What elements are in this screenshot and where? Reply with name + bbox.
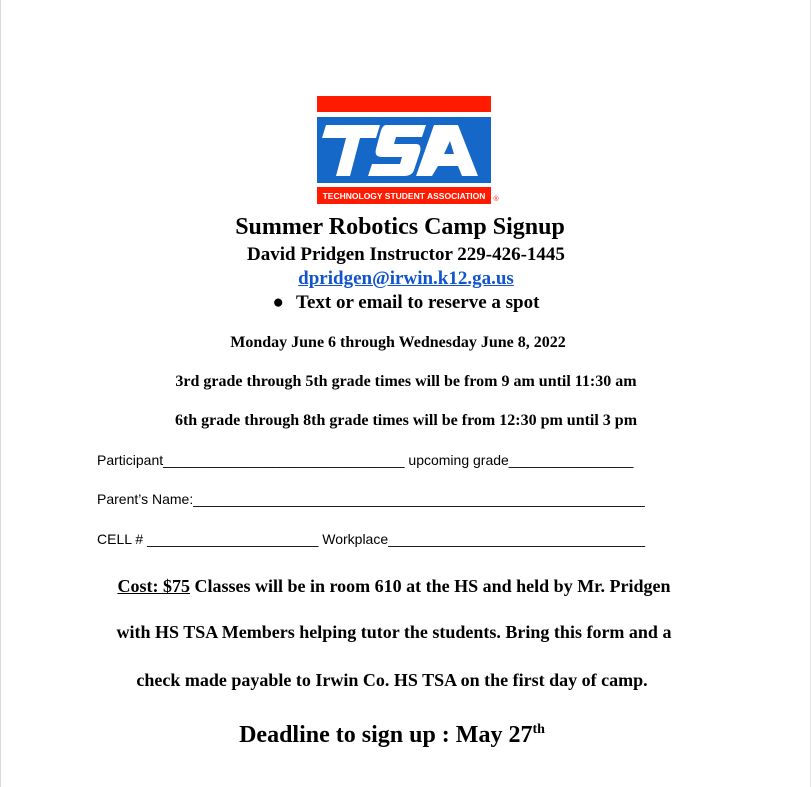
- logo-subtitle: TECHNOLOGY STUDENT ASSOCIATION: [322, 191, 486, 201]
- cost-line: [0, 576, 800, 597]
- participant-field-line: Participant_______________________________ upcoming grade________________: [97, 452, 634, 468]
- deadline-line: [0, 722, 798, 749]
- logo-registered-mark: ®: [493, 196, 499, 203]
- page-right-border: [810, 0, 811, 787]
- times-grades-6-8: 6th grade through 8th grade times will be from 12:30 pm until 3 pm: [174, 412, 638, 429]
- bullet-icon: ●: [272, 292, 285, 313]
- page-title: Summer Robotics Camp Signup: [235, 214, 565, 240]
- reserve-bullet-line: [0, 292, 812, 314]
- parent-name-field-line: Parent’s Name:__________________________________________________________: [97, 491, 645, 507]
- cell-workplace-field-line: CELL # ______________________ Workplace_________________________________: [97, 531, 646, 547]
- reserve-text: Text or email to reserve a spot: [296, 292, 540, 313]
- email-link[interactable]: dpridgen@irwin.k12.ga.us: [298, 268, 514, 289]
- deadline-suffix: th: [532, 722, 545, 737]
- camp-dates: Monday June 6 through Wednesday June 8, 2022: [230, 334, 566, 351]
- page-left-border: [0, 0, 1, 787]
- info-line-2: with HS TSA Members helping tutor the students. Bring this form and a: [116, 622, 672, 642]
- info-line-3: check made payable to Irwin Co. HS TSA on the first day of camp.: [136, 670, 648, 690]
- cost-text: Classes will be in room 610 at the HS and held by Mr. Pridgen: [189, 576, 671, 596]
- deadline-text: Deadline to sign up : May 27: [239, 722, 533, 748]
- cost-label: Cost: $75: [117, 576, 190, 596]
- instructor-line: David Pridgen Instructor 229-426-1445: [247, 244, 565, 265]
- tsa-logo: [316, 96, 502, 208]
- times-grades-3-5: 3rd grade through 5th grade times will be from 9 am until 11:30 am: [175, 373, 637, 390]
- logo-top-bar: [317, 96, 491, 112]
